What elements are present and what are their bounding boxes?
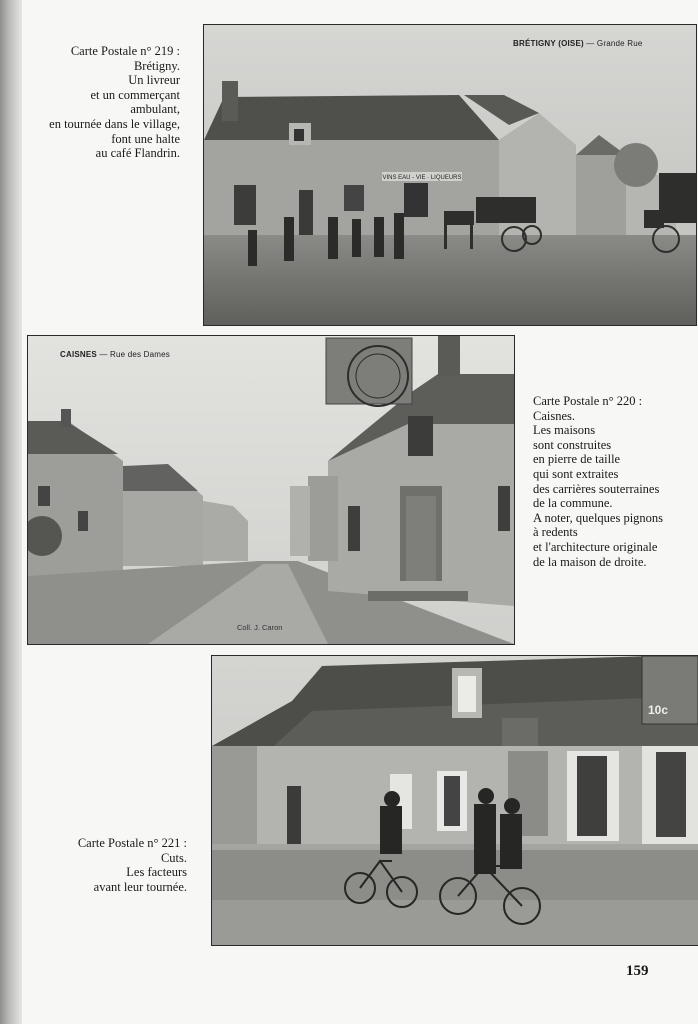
book-spine-shadow <box>0 0 22 1024</box>
caption-line: au café Flandrin. <box>95 146 180 161</box>
caption-line: et l'architecture originale <box>533 539 658 554</box>
caption-postcard-219 <box>24 44 180 161</box>
caption-line: avant leur tournée. <box>93 879 187 894</box>
shop-sign: VINS EAU - VIE · LIQUEURS <box>382 175 462 181</box>
caption-line: Un livreur <box>128 73 180 88</box>
caption-line: font une halte <box>111 131 180 146</box>
caption-line: Cuts. <box>160 850 187 865</box>
caption-line: à redents <box>533 525 578 540</box>
photo-caption-street: — Grande Rue <box>586 39 643 48</box>
photo-editor-credit: Coll. J. Caron <box>237 623 283 632</box>
page-number: 159 <box>626 963 649 979</box>
caption-line: ambulant, <box>130 102 180 117</box>
postcard-photo-bretigny <box>203 24 697 326</box>
caption-line: des carrières souterraines <box>533 481 660 496</box>
caption-line: Carte Postale n° 221 : <box>77 836 187 850</box>
photo-caption-caisnes <box>60 350 170 359</box>
caisnes-street-scene <box>28 336 514 644</box>
caption-postcard-221 <box>24 836 187 894</box>
cuts-street-scene <box>212 656 698 945</box>
bretigny-street-scene <box>204 25 696 325</box>
photo-caption-bretigny <box>513 39 643 48</box>
caption-line: Brétigny. <box>133 58 180 73</box>
postcard-photo-cuts <box>211 655 698 946</box>
photo-caption-place: CAISNES <box>60 350 97 359</box>
caption-line: A noter, quelques pignons <box>533 510 664 525</box>
caption-line: Carte Postale n° 219 : <box>70 44 180 58</box>
caption-line: Caisnes. <box>533 408 576 423</box>
caption-line: en tournée dans le village, <box>49 116 180 131</box>
caption-line: de la maison de droite. <box>533 554 647 569</box>
caption-line: et un commerçant <box>90 87 180 102</box>
caption-line: Les facteurs <box>126 865 187 880</box>
caption-line: en pierre de taille <box>533 452 621 467</box>
photo-caption-place: BRÉTIGNY (OISE) <box>513 39 584 48</box>
stamp-value: 10c <box>648 703 669 717</box>
caption-line: Carte Postale n° 220 : <box>533 394 643 408</box>
caption-line: sont construites <box>533 437 612 452</box>
postcard-photo-caisnes <box>27 335 515 645</box>
caption-line: de la commune. <box>533 496 613 511</box>
photo-caption-street: — Rue des Dames <box>99 350 170 359</box>
caption-postcard-220 <box>533 394 693 569</box>
caption-line: qui sont extraites <box>533 466 619 481</box>
caption-line: Les maisons <box>533 423 596 438</box>
